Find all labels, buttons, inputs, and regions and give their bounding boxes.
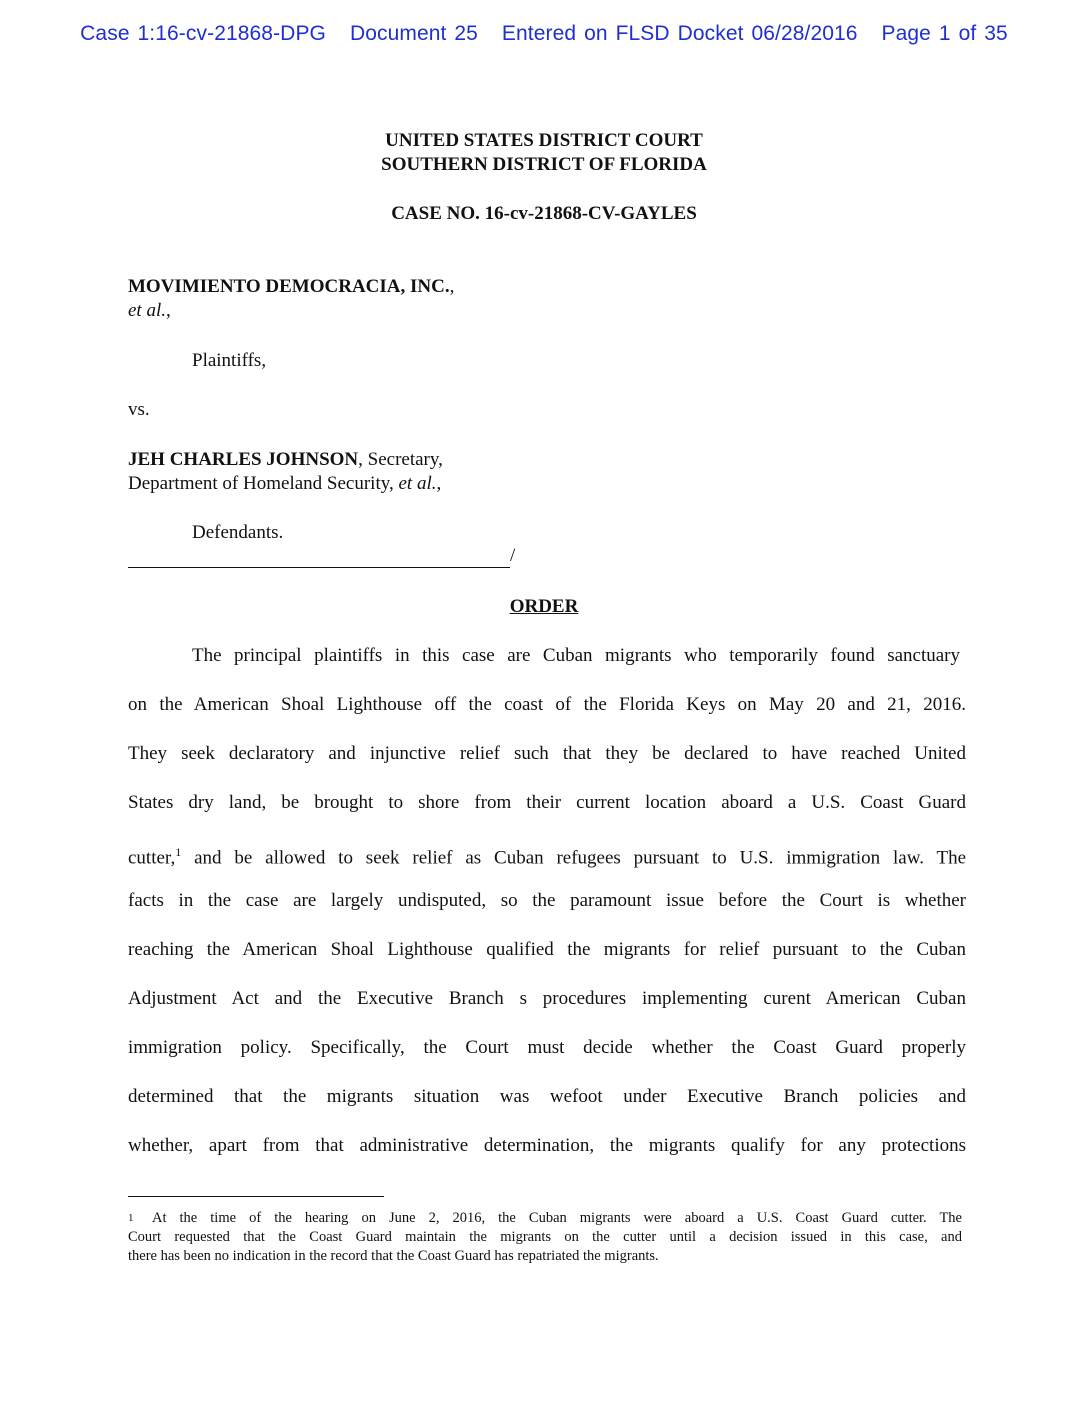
body-line: Adjustment Act and the Executive Branch s procedures implementing curent American Cuban <box>128 988 966 1009</box>
stamp-case: Case 1:16-cv-21868-DPG <box>80 22 326 45</box>
plaintiff-etal-line: et al., <box>128 300 171 321</box>
defendant-name: JEH CHARLES JOHNSON <box>128 449 359 470</box>
caption-slash: / <box>510 545 516 566</box>
plaintiff-etal: et al. <box>128 300 166 321</box>
defendants-label: Defendants. <box>192 522 284 543</box>
body-line: immigration policy. Specifically, the Court must decide whether the Coast Guard properly <box>128 1037 966 1058</box>
court-name: UNITED STATES DISTRICT COURT <box>385 130 703 151</box>
footnote <box>128 1209 962 1266</box>
order-title: ORDER <box>509 596 579 617</box>
plaintiff-name-line: MOVIMIENTO DEMOCRACIA, INC., <box>128 276 455 297</box>
body-line: facts in the case are largely undisputed, so the paramount issue before the Court is whether <box>128 890 966 911</box>
plaintiff-name: MOVIMIENTO DEMOCRACIA, INC. <box>128 276 450 297</box>
footnote-line: there has been no indication in the record that the Coast Guard has repatriated the migrants. <box>128 1248 659 1264</box>
versus: vs. <box>128 399 150 420</box>
footnote-line: Court requested that the Coast Guard maintain the migrants on the cutter until a decision issued in this case, and <box>128 1229 962 1245</box>
body-line: They seek declaratory and injunctive relief such that they be declared to have reached United <box>128 743 966 764</box>
body-line-footnote-ref: cutter,$^1$ and be allowed to seek relief as Cuban refugees pursuant to U.S. immigration law. The <box>128 845 966 869</box>
footnote-rule <box>128 1196 384 1197</box>
footnote-ref[interactable]: 1 <box>175 845 182 859</box>
stamp-entered: Entered on FLSD Docket 06/28/2016 <box>501 22 858 45</box>
body-line: determined that the migrants situation was wefoot under Executive Branch policies and <box>128 1086 966 1107</box>
body-line: reaching the American Shoal Lighthouse qualified the migrants for relief pursuant to the Cuban <box>128 939 966 960</box>
defendant-dept-line: Department of Homeland Security, et al., <box>128 473 442 494</box>
body-line: The principal plaintiffs in this case are Cuban migrants who temporarily found sanctuary <box>192 645 960 666</box>
stamp-document: Document 25 <box>349 22 478 45</box>
caption-rule <box>128 567 510 568</box>
plaintiffs-label: Plaintiffs, <box>192 350 267 371</box>
body-line: whether, apart from that administrative determination, the migrants qualify for any protections <box>128 1135 966 1156</box>
court-district: SOUTHERN DISTRICT OF FLORIDA <box>381 154 707 175</box>
body-line: States dry land, be brought to shore from their current location aboard a U.S. Coast Guard <box>128 792 966 813</box>
case-number: CASE NO. 16-cv-21868-CV-GAYLES <box>391 203 697 224</box>
stamp-page: Page 1 of 35 <box>881 22 1008 45</box>
footnote-number: 1 <box>128 1212 134 1224</box>
body-line: on the American Shoal Lighthouse off the coast of the Florida Keys on May 20 and 21, 2016. <box>128 694 966 715</box>
footnote-line: At the time of the hearing on June 2, 2016, the Cuban migrants were aboard a U.S. Coast Guard cutter. The <box>152 1210 962 1226</box>
defendant-name-line: JEH CHARLES JOHNSON, Secretary, <box>128 449 443 470</box>
defendant-etal: et al. <box>398 473 437 494</box>
docket-stamp <box>0 22 1088 46</box>
